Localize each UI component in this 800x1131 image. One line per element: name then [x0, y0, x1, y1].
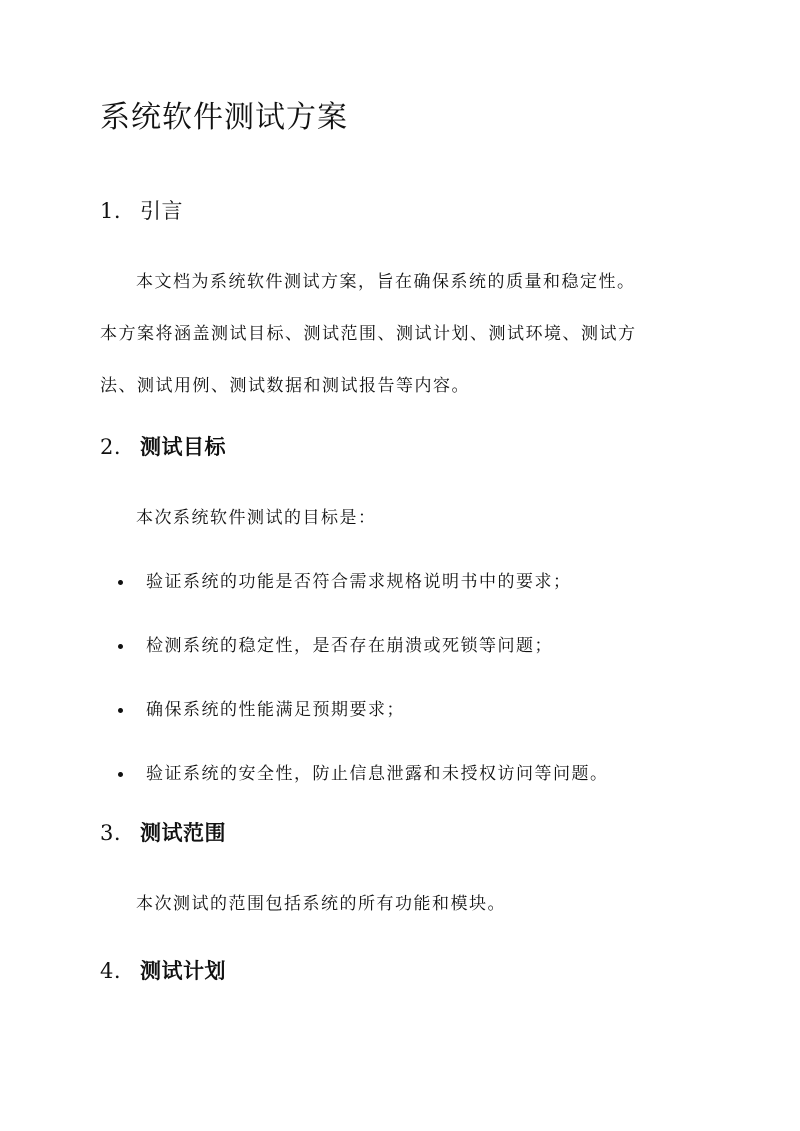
section-title: 测试范围	[140, 820, 226, 845]
document-title: 系统软件测试方案	[100, 100, 348, 135]
section-heading-test-objectives	[100, 432, 226, 462]
list-item-text: 验证系统的功能是否符合需求规格说明书中的要求；	[146, 572, 572, 592]
paragraph-line: 本方案将涵盖测试目标、测试范围、测试计划、测试环境、测试方	[100, 324, 637, 344]
introduction-paragraph	[100, 256, 700, 412]
section-number: 4.	[100, 959, 122, 983]
list-item-text: 确保系统的性能满足预期要求；	[146, 700, 405, 720]
objectives-intro	[100, 492, 700, 544]
section-heading-test-plan	[100, 956, 226, 986]
paragraph-line: 法、测试用例、测试数据和测试报告等内容。	[100, 376, 470, 396]
section-title: 引言	[140, 199, 183, 223]
bullet-icon	[118, 772, 123, 777]
scope-paragraph	[100, 878, 700, 930]
paragraph-line: 本文档为系统软件测试方案，旨在确保系统的质量和稳定性。	[136, 272, 636, 292]
list-item-text: 检测系统的稳定性，是否存在崩溃或死锁等问题；	[146, 636, 553, 656]
bullet-icon	[118, 644, 123, 649]
list-item-text: 验证系统的安全性，防止信息泄露和未授权访问等问题。	[146, 764, 609, 784]
section-heading-test-scope	[100, 818, 226, 848]
bullet-icon	[118, 580, 123, 585]
section-title: 测试计划	[140, 958, 226, 983]
section-heading-introduction	[100, 196, 183, 226]
section-title: 测试目标	[140, 434, 226, 459]
paragraph-line: 本次系统软件测试的目标是：	[136, 508, 377, 528]
section-number: 1.	[100, 199, 122, 223]
paragraph-line: 本次测试的范围包括系统的所有功能和模块。	[136, 894, 506, 914]
bullet-icon	[118, 708, 123, 713]
section-number: 2.	[100, 435, 122, 459]
section-number: 3.	[100, 821, 122, 845]
